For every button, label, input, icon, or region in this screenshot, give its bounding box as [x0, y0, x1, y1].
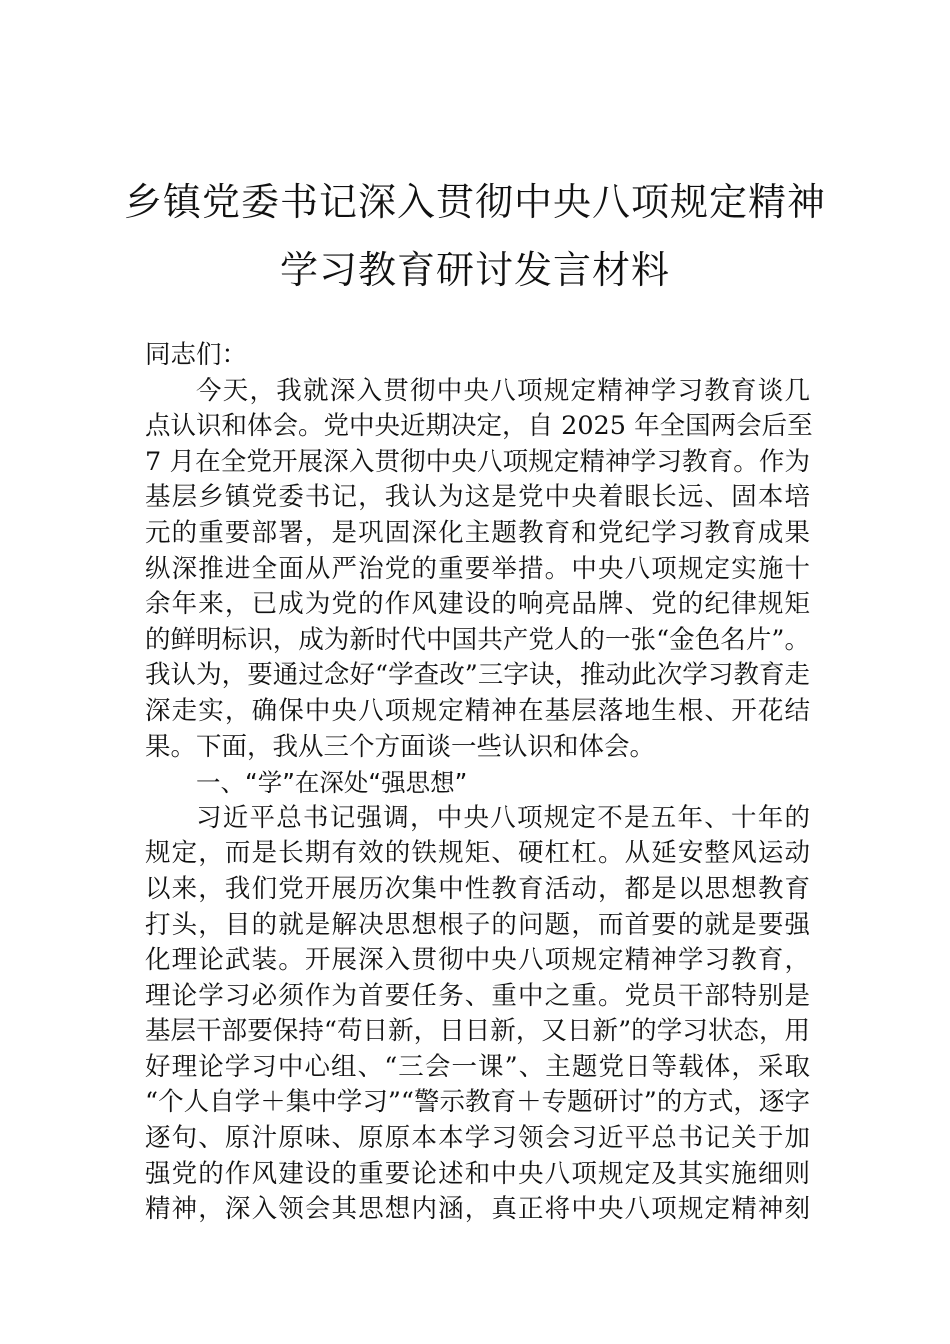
paragraph-2-line: 好理论学习中心组、“三会一课”、主题党日等载体，采取 [145, 1051, 810, 1082]
paragraph-2-line: 理论学习必须作为首要任务、重中之重。党员干部特别是 [145, 980, 810, 1011]
paragraph-2-line: 化理论武装。开展深入贯彻中央八项规定精神学习教育， [145, 945, 810, 976]
paragraph-1-line: 基层乡镇党委书记，我认为这是党中央着眼长远、固本培 [145, 482, 810, 513]
paragraph-1-line: 果。下面，我从三个方面谈一些认识和体会。 [145, 731, 656, 762]
document-title-line-2: 学习教育研讨发言材料 [279, 248, 670, 292]
document-body [145, 338, 813, 1228]
paragraph-1-line: 我认为，要通过念好“学查改”三字诀，推动此次学习教育走 [145, 660, 810, 691]
paragraph-2-line: “个人自学＋集中学习”“警示教育＋专题研讨”的方式，逐字 [145, 1087, 810, 1118]
paragraph-2-line: 强党的作风建设的重要论述和中央八项规定及其实施细则 [145, 1158, 810, 1189]
paragraph-1-line: 元的重要部署，是巩固深化主题教育和党纪学习教育成果 [145, 517, 810, 548]
paragraph-1-line: 点认识和体会。党中央近期决定，自 2025 年全国两会后至 [145, 411, 813, 442]
paragraph-2-line: 打头，目的就是解决思想根子的问题，而首要的就是要强 [145, 909, 810, 940]
paragraph-2-line: 基层干部要保持“苟日新，日日新，又日新”的学习状态，用 [145, 1016, 810, 1047]
paragraph-1-line: 的鲜明标识，成为新时代中国共产党人的一张“金色名片”。 [145, 624, 810, 655]
paragraph-2-line: 逐句、原汁原味、原原本本学习领会习近平总书记关于加 [145, 1123, 810, 1154]
paragraph-1-line: 余年来，已成为党的作风建设的响亮品牌、党的纪律规矩 [145, 589, 810, 620]
paragraph-1-line: 纵深推进全面从严治党的重要举措。中央八项规定实施十 [145, 553, 810, 584]
section-heading-1: 一、“学”在深处“强思想” [196, 768, 468, 798]
paragraph-2-line: 精神，深入领会其思想内涵，真正将中央八项规定精神刻 [145, 1194, 810, 1225]
greeting: 同志们： [145, 340, 248, 370]
document-title-line-1: 乡镇党委书记深入贯彻中央八项规定精神 [123, 180, 826, 224]
paragraph-1-line: 7 月在全党开展深入贯彻中央八项规定精神学习教育。作为 [145, 446, 810, 477]
paragraph-2-line: 以来，我们党开展历次集中性教育活动，都是以思想教育 [145, 873, 810, 904]
paragraph-2-line: 规定，而是长期有效的铁规矩、硬杠杠。从延安整风运动 [145, 838, 810, 869]
paragraph-2-line: 习近平总书记强调，中央八项规定不是五年、十年的 [196, 802, 810, 833]
paragraph-1-line: 深走实，确保中央八项规定精神在基层落地生根、开花结 [145, 695, 810, 726]
paragraph-1-line: 今天，我就深入贯彻中央八项规定精神学习教育谈几 [196, 375, 810, 406]
